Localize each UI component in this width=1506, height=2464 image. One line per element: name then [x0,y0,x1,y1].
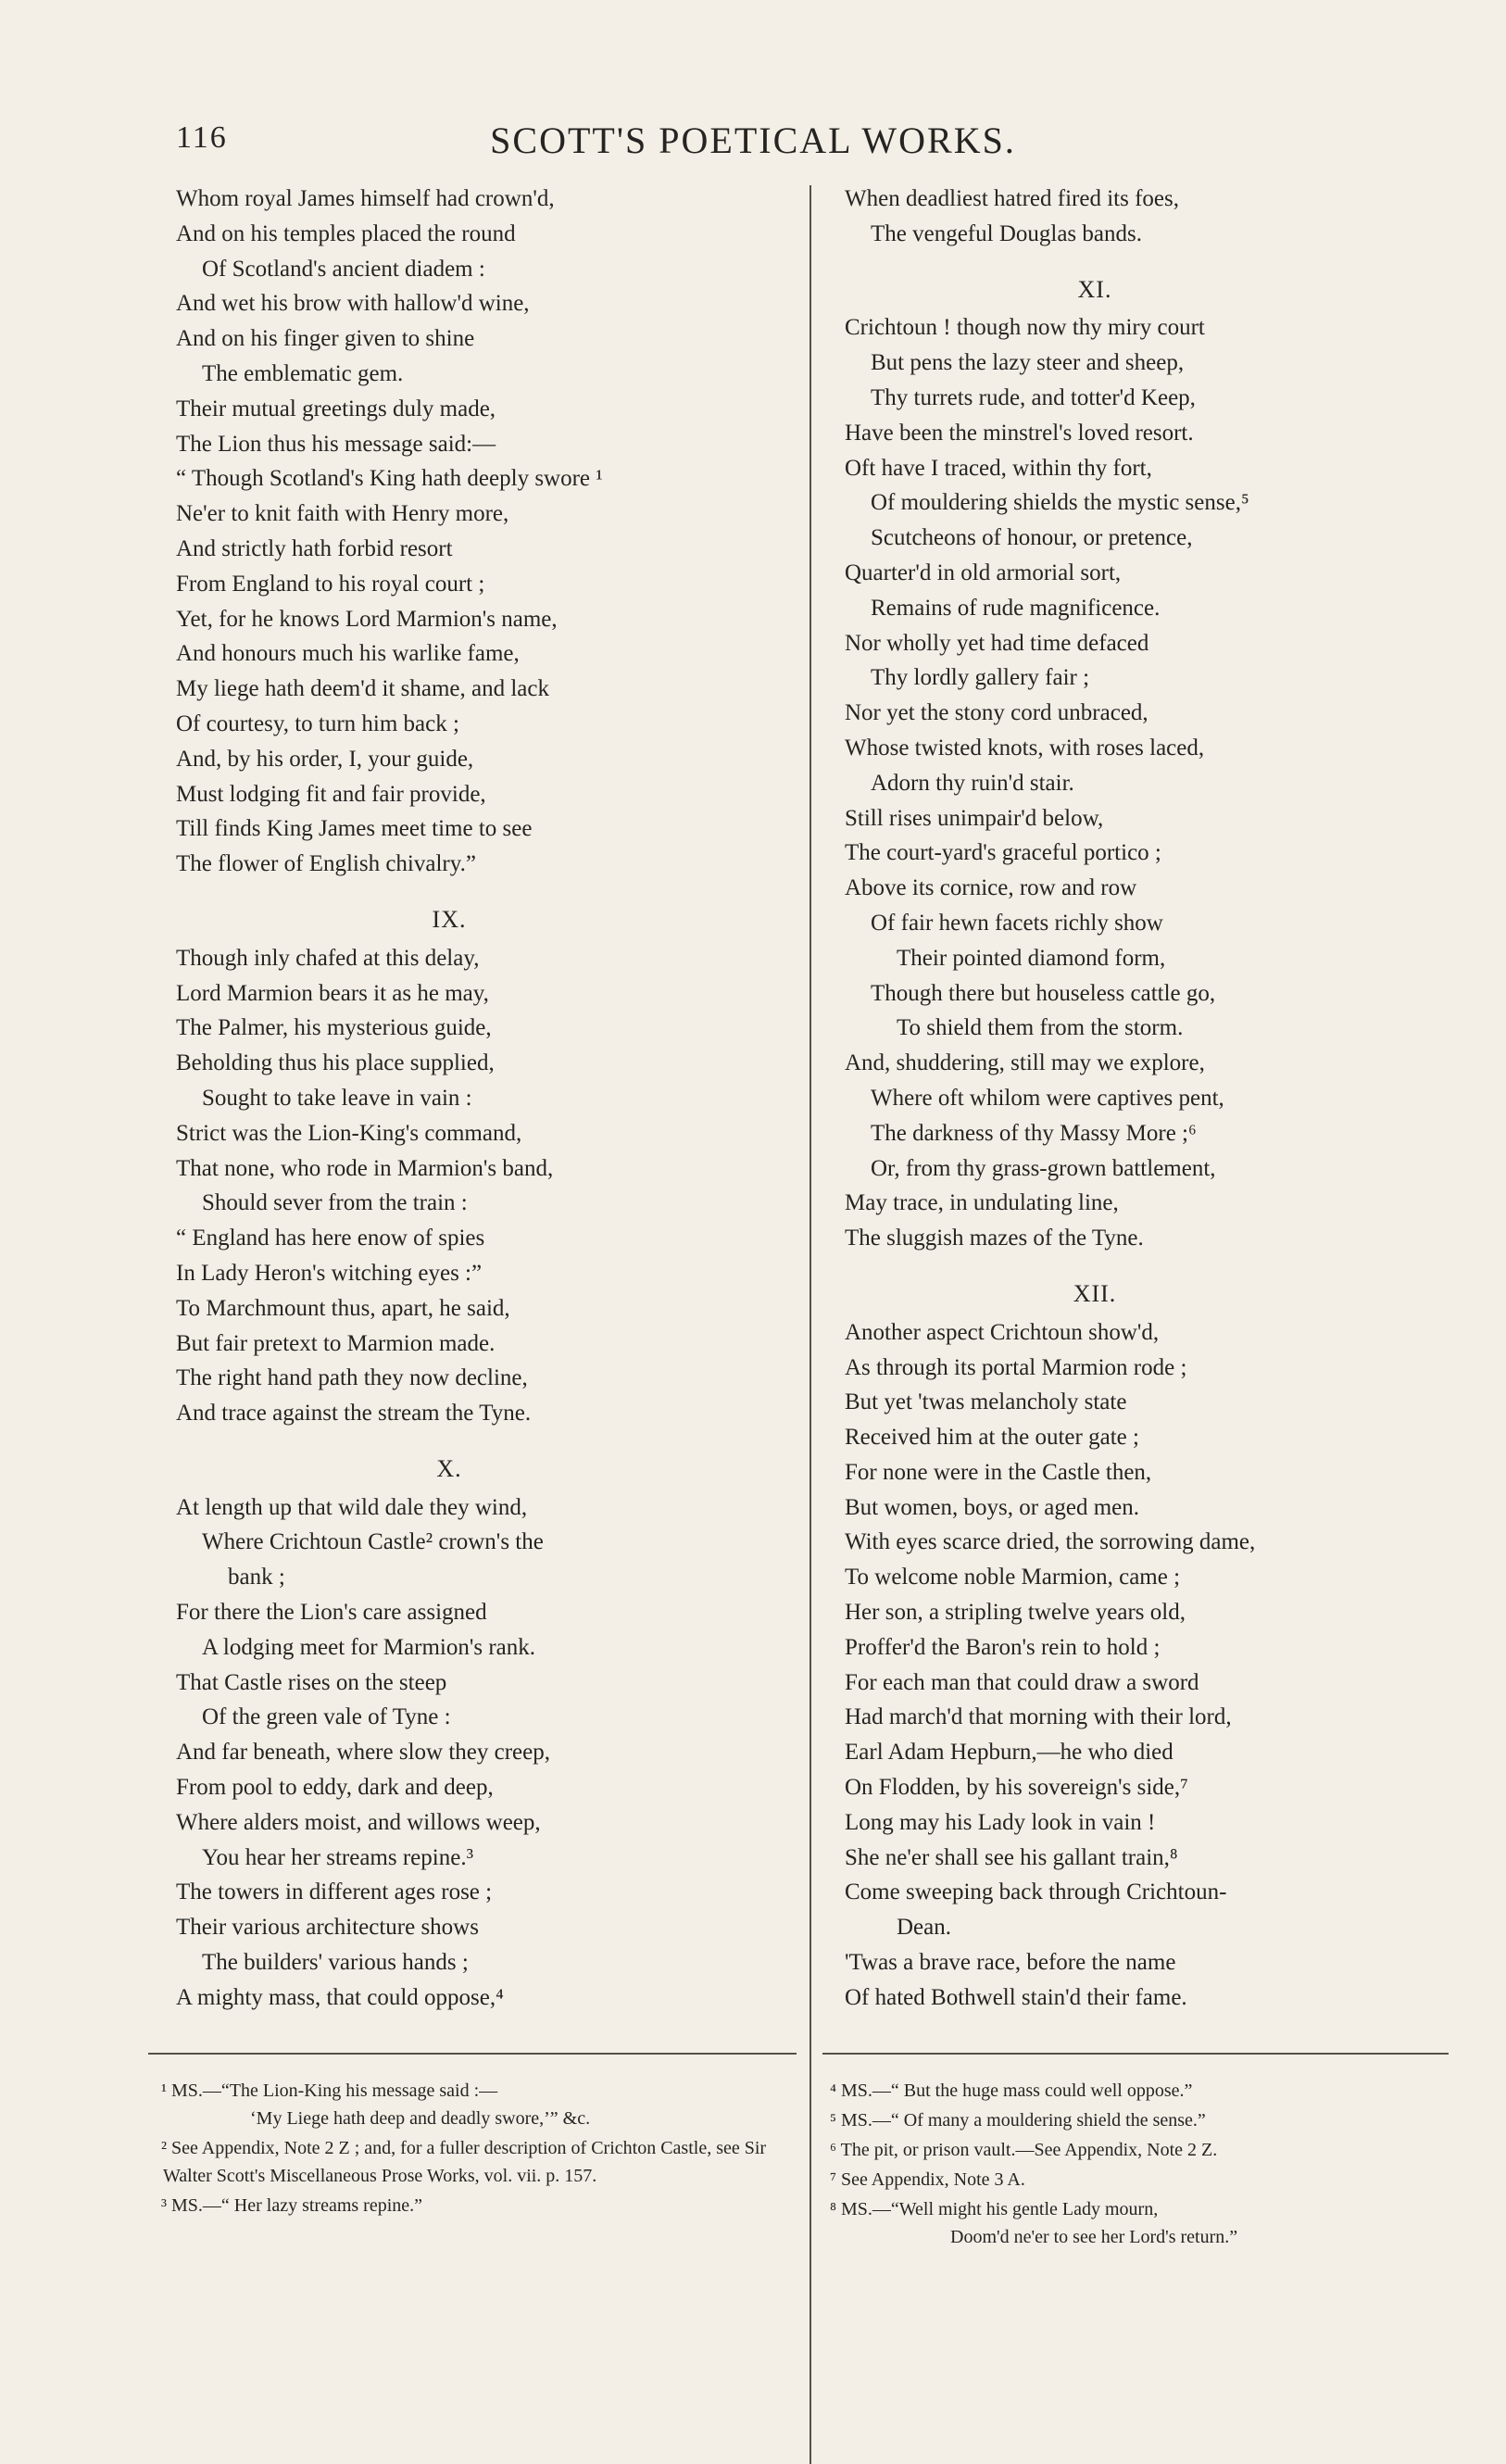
verse-line: Of fair hewn facets richly show [871,910,1163,936]
footnote-1-line-2: ‘My Liege hath deep and deadly swore,’” &c. [250,2108,591,2129]
verse-line: Ne'er to knit faith with Henry more, [176,501,509,527]
verse-line: Received him at the outer gate ; [845,1425,1139,1451]
verse-line: Nor yet the stony cord unbraced, [845,700,1148,726]
verse-line: The emblematic gem. [202,360,404,386]
footnote-2: ² See Appendix, Note 2 Z ; and, for a fuller description of Crichton Castle, see Sir Walter Scott's Miscellaneous Prose Works, vol. vii. p. 157. [161,2138,767,2186]
stanza-heading-xii: XII. [1073,1279,1117,1307]
right-column [845,182,1400,2016]
verse-line: On Flodden, by his sovereign's side,⁷ [845,1775,1188,1801]
verse-line: Crichtoun ! though now thy miry court [845,315,1205,341]
footnotes-right [830,2077,1441,2253]
footnote-3: ³ MS.—“ Her lazy streams repine.” [161,2195,423,2216]
verse-line: Thy lordly gallery fair ; [871,665,1090,691]
verse-line: “ Though Scotland's King hath deeply swore ¹ [176,466,603,492]
verse-line: Long may his Lady look in vain ! [845,1809,1156,1835]
footnote-1-line-1: ¹ MS.—“The Lion-King his message said :— [161,2081,498,2101]
verse-line: bank ; [228,1565,285,1590]
verse-line: For none were in the Castle then, [845,1459,1152,1485]
verse-line: Whom royal James himself had crown'd, [176,186,555,211]
verse-line: And trace against the stream the Tyne. [176,1401,532,1427]
verse-line: To shield them from the storm. [897,1015,1184,1041]
verse-line: Of courtesy, to turn him back ; [176,710,459,736]
verse-line: Another aspect Crichtoun show'd, [845,1319,1160,1345]
verse-line: And on his temples placed the round [176,220,516,246]
footnote-1 [163,2077,800,2132]
verse-line: May trace, in undulating line, [845,1190,1119,1216]
verse-line: As through its portal Marmion rode ; [845,1354,1187,1380]
verse-line: The darkness of thy Massy More ;⁶ [871,1120,1197,1146]
verse-line: A mighty mass, that could oppose,⁴ [176,1984,504,2010]
verse-line: But pens the lazy steer and sheep, [871,350,1185,376]
verse-line: My liege hath deem'd it shame, and lack [176,676,549,702]
verse-line: To Marchmount thus, apart, he said, [176,1295,510,1321]
stanza-heading-ix: IX. [432,905,467,933]
verse-line: Till finds King James meet time to see [176,816,533,842]
verse-line: You hear her streams repine.³ [202,1844,474,1870]
footnote-7: ⁷ See Appendix, Note 3 A. [830,2169,1025,2190]
stanza-xii [845,1315,1400,2016]
verse-line: The court-yard's graceful portico ; [845,840,1161,866]
verse-line: Or, from thy grass-grown battlement, [871,1155,1216,1181]
footnote-rule-left [148,2053,797,2055]
verse-line: Have been the minstrel's loved resort. [845,420,1194,446]
verse-line: And strictly hath forbid resort [176,535,453,561]
verse-line: In Lady Heron's witching eyes :” [176,1260,483,1286]
footnote-6: ⁶ The pit, or prison vault.—See Appendix, Note 2 Z. [830,2140,1218,2160]
page-number: 116 [176,120,228,155]
verse-line: Oft have I traced, within thy fort, [845,455,1152,481]
verse-line: Scutcheons of honour, or pretence, [871,525,1193,551]
footnotes-left [163,2077,800,2221]
verse-line: Of the green vale of Tyne : [202,1704,451,1730]
verse-line: Of mouldering shields the mystic sense,⁵ [871,490,1249,516]
verse-line: Where Crichtoun Castle² crown's the [202,1529,544,1555]
stanza-x-end [845,182,1400,252]
verse-line: Nor wholly yet had time defaced [845,630,1149,656]
verse-line: Her son, a stripling twelve years old, [845,1600,1186,1626]
verse-line: And, by his order, I, your guide, [176,746,474,772]
verse-line: Where alders moist, and willows weep, [176,1809,541,1835]
verse-line: A lodging meet for Marmion's rank. [202,1634,535,1660]
verse-line: Proffer'd the Baron's rein to hold ; [845,1634,1161,1660]
verse-line: Where oft whilom were captives pent, [871,1085,1224,1111]
verse-line: And far beneath, where slow they creep, [176,1740,550,1766]
verse-line: 'Twas a brave race, before the name [845,1950,1176,1976]
verse-line: And, shuddering, still may we explore, [845,1050,1205,1076]
stanza-heading-x: X. [436,1454,462,1482]
verse-line: Whose twisted knots, with roses laced, [845,735,1205,761]
footnote-rule-right [822,2053,1449,2055]
verse-line: The towers in different ages rose ; [176,1879,493,1905]
footnote-4: ⁴ MS.—“ But the huge mass could well oppose.” [830,2081,1193,2101]
verse-line: But fair pretext to Marmion made. [176,1330,496,1356]
verse-line: Dean. [897,1915,951,1941]
verse-line: Remains of rude magnificence. [871,595,1161,621]
verse-line: The right hand path they now decline, [176,1365,528,1391]
verse-line: Should sever from the train : [202,1190,468,1216]
verse-line: The Lion thus his message said:— [176,431,496,457]
verse-line: Thy turrets rude, and totter'd Keep, [871,384,1196,410]
verse-line: From pool to eddy, dark and deep, [176,1775,494,1801]
stanza-ix [176,941,778,1431]
running-header: SCOTT'S POETICAL WORKS. [490,119,1016,161]
verse-line: “ England has here enow of spies [176,1226,485,1251]
verse-line: Sought to take leave in vain : [202,1085,472,1111]
verse-line: And wet his brow with hallow'd wine, [176,291,530,317]
verse-line: The vengeful Douglas bands. [871,220,1142,246]
verse-line: Of hated Bothwell stain'd their fame. [845,1984,1187,2010]
verse-line: That none, who rode in Marmion's band, [176,1155,554,1181]
verse-line: For there the Lion's care assigned [176,1600,487,1626]
verse-line: To welcome noble Marmion, came ; [845,1565,1181,1590]
verse-line: Beholding thus his place supplied, [176,1050,495,1076]
verse-line: Lord Marmion bears it as he may, [176,980,489,1006]
verse-line: Adorn thy ruin'd stair. [871,770,1074,796]
stanza-xi [845,310,1400,1256]
stanza-viii-end [176,182,778,882]
verse-line: Must lodging fit and fair provide, [176,781,486,807]
verse-line: When deadliest hatred fired its foes, [845,186,1179,211]
verse-line: With eyes scarce dried, the sorrowing dame, [845,1529,1256,1555]
footnote-8 [830,2195,1441,2251]
column-divider [809,185,811,2464]
verse-line: Yet, for he knows Lord Marmion's name, [176,606,558,632]
verse-line: Though there but houseless cattle go, [871,980,1216,1006]
verse-line: But yet 'twas melancholy state [845,1389,1127,1415]
verse-line: Above its cornice, row and row [845,875,1137,901]
verse-line: But women, boys, or aged men. [845,1494,1140,1520]
verse-line: Their mutual greetings duly made, [176,396,496,421]
verse-line: Earl Adam Hepburn,—he who died [845,1740,1173,1766]
verse-line: And honours much his warlike fame, [176,641,520,667]
verse-line: The sluggish mazes of the Tyne. [845,1226,1144,1251]
footnote-8-line-1: ⁸ MS.—“Well might his gentle Lady mourn, [830,2199,1159,2219]
footnote-5: ⁵ MS.—“ Of many a mouldering shield the sense.” [830,2110,1206,2131]
verse-line: She ne'er shall see his gallant train,⁸ [845,1844,1178,1870]
verse-line: The flower of English chivalry.” [176,851,476,877]
verse-line: Of Scotland's ancient diadem : [202,256,485,282]
verse-line: Come sweeping back through Crichtoun- [845,1879,1227,1905]
verse-line: That Castle rises on the steep [176,1669,447,1695]
verse-line: Had march'd that morning with their lord, [845,1704,1232,1730]
verse-line: The builders' various hands ; [202,1950,469,1976]
footnote-8-line-2: Doom'd ne'er to see her Lord's return.” [950,2227,1238,2247]
verse-line: From England to his royal court ; [176,571,485,597]
verse-line: Their pointed diamond form, [897,945,1166,971]
verse-line: The Palmer, his mysterious guide, [176,1015,492,1041]
verse-line: Strict was the Lion-King's command, [176,1120,522,1146]
verse-line: Though inly chafed at this delay, [176,945,480,971]
left-column [176,182,778,2016]
stanza-x [176,1490,778,2016]
verse-line: At length up that wild dale they wind, [176,1494,528,1520]
stanza-heading-xi: XI. [1077,275,1112,303]
verse-line: Their various architecture shows [176,1915,479,1941]
verse-line: Quarter'd in old armorial sort, [845,559,1122,585]
verse-line: Still rises unimpair'd below, [845,805,1104,831]
verse-line: And on his finger given to shine [176,326,475,352]
verse-line: For each man that could draw a sword [845,1669,1199,1695]
